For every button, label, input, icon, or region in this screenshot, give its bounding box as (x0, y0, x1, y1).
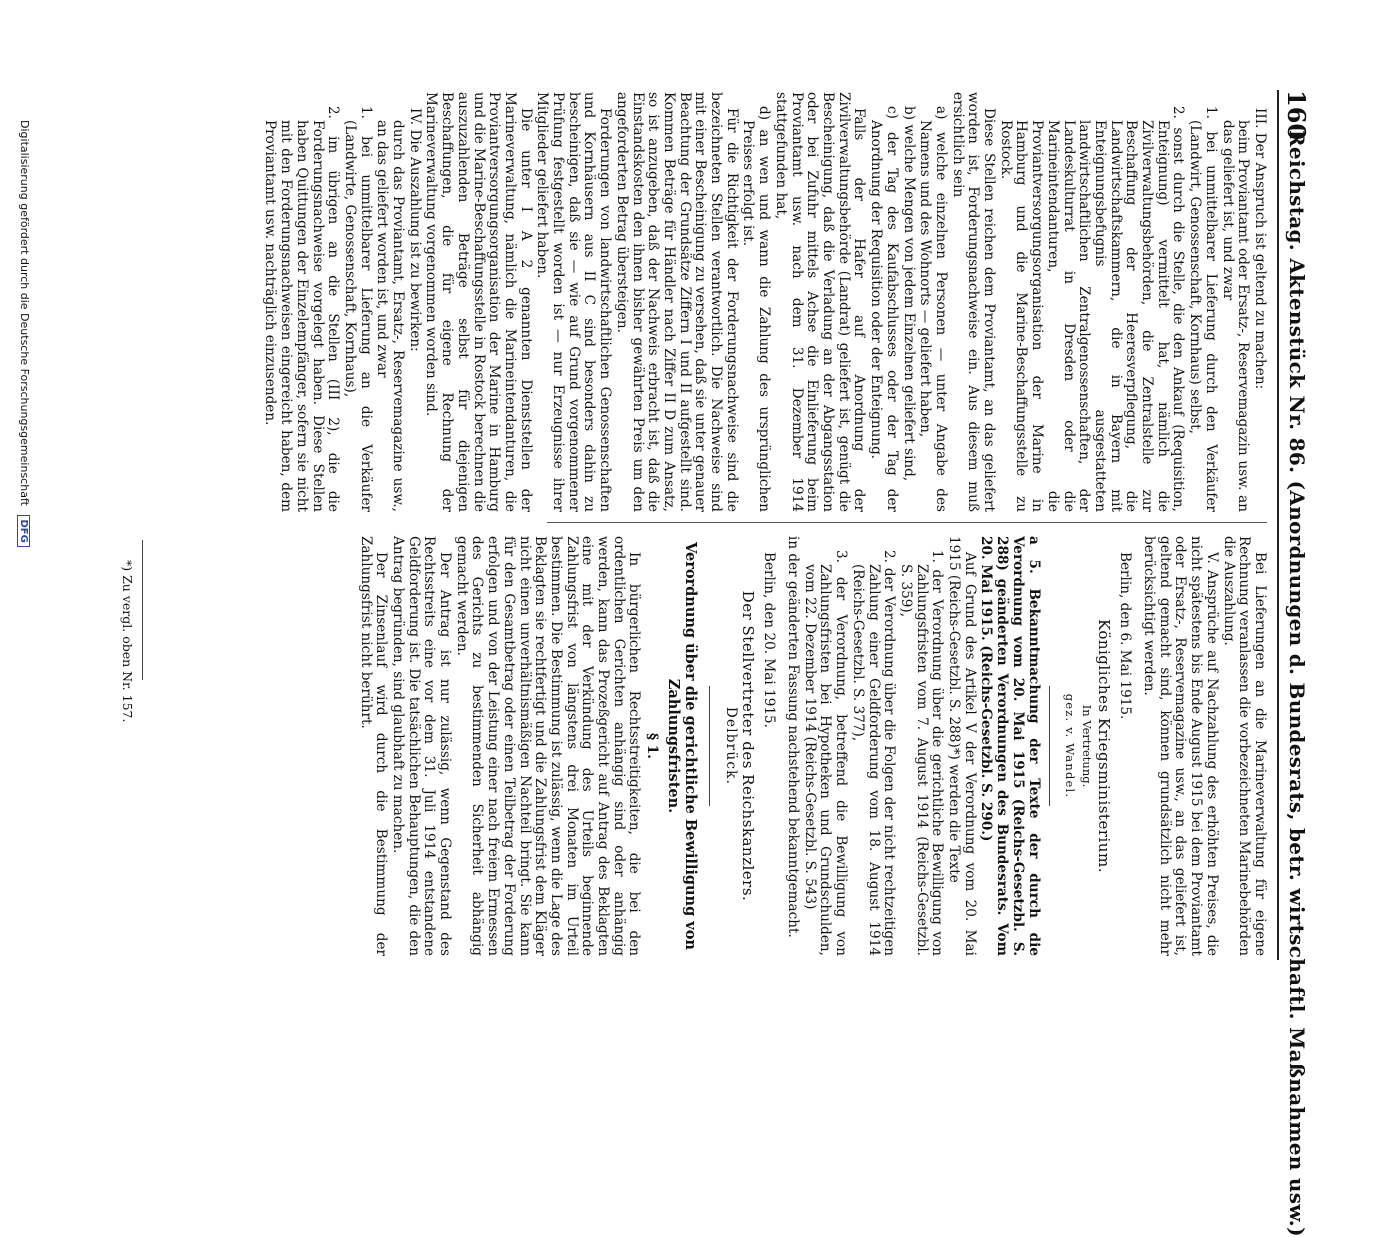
page-number: 160 (1282, 90, 1311, 141)
section-paragraph: In bürgerlichen Rechtsstreitigkeiten, die bei den ordentlichen Gerichten anhängig sind oder anhängig werden, kann das Prozeßgericht auf Antrag des Beklagten eine mit der Verkündung des Urteils beginnende Zahlungsfrist von längstens drei Monaten im Urteil bestimmen. Die Bestimmung ist zulässig, wenn die Lage des Beklagten sie rechtfertigt und die Zahlungsfrist dem Kläger nicht einen unverhältnismäßigen Nachteil bringt. Sie kann für den Gesamtbetrag oder einen Teilbetrag der Forderung erfolgen und von der Leistung einer nach freiem Ermessen des Gerichts zu bestimmenden Sicherheit abhängig gemacht werden. (453, 536, 643, 956)
page-header (1277, 90, 1313, 1237)
ministry-representation: In Vertretung. (1079, 704, 1094, 788)
paragraph: b) welche Mengen von jedem Einzelnen geliefert sind, (900, 106, 917, 482)
section-heading: § 1. (644, 732, 661, 760)
paragraph: Die unter I A 2 genannten Dienststellen der Marineverwaltung, nämlich die Marineintendanturen, die Proviantversorgungsorganisation der Marine in Hamburg und die Marine-Beschaffungsstelle in Rostock berechnen die auszuzahlenden Beträge selbst für diejenigen Beschaffungen, die für eigene Rechnung der Marineverwaltung vorgenommen worden sind. (423, 92, 534, 512)
ministry-signature: gez. v. Wandel. (1063, 693, 1078, 799)
paragraph: V. Ansprüche auf Nachzahlung des erhöhten Preises, die nicht spätestens bis Ende August 1915 bei dem Proviantamt oder Ersatz-, Reservemagazine usw., an das geliefert ist, geltend gemacht sind, können grundsätzlich nicht mehr berücksichtigt werden. (1141, 536, 1220, 956)
paragraph: 1. bei unmittelbarer Lieferung an die Verkäufer (Landwirte, Genossenschaft, Kornhaus), (341, 106, 374, 512)
paragraph: Für die Richtigkeit der Forderungsnachweise sind die bezeichneten Stellen verantwortlich. Die Nachweise sind mit einer Bescheinigung zu versehen, daß sie unter genauer Beachtung der Grundsätze Ziffern I und II aufgestellt sind. Kommen Beträge für Händler nach Ziffer II D zum Ansatz, so ist anzugeben, daß der Nachweis erbracht ist, daß die Einstandskosten den ihnen bisher gewährten Preis um den angeforderten Betrag übersteigen. (613, 92, 740, 512)
chancellor-date: Berlin, den 20. Mai 1915. (761, 552, 778, 728)
announcement-outro: in der geänderten Fassung nachstehend bekanntgemacht. (785, 536, 802, 938)
announcement-heading: a 5. Bekanntmachung der Texte der durch die Verordnung vom 20. Mai 1915 (Reichs-Gesetzbl. S. 288) geänderten Verordnungen des Bundesrats. Vom 20. Mai 1915. (Reichs-Gesetzbl. S. 290.) (978, 536, 1042, 956)
chancellor-name: Delbrück. (722, 706, 739, 786)
announcement-item: 3. der Verordnung, betreffend die Bewilligung von Zahlungsfristen bei Hypotheken und Grundschulden, vom 22. Dezember 1914 (Reichs-Gesetzbl. S. 543) (801, 550, 850, 956)
announcement-intro: Auf Grund des Artikel V der Verordnung vom 20. Mai 1915 (Reichs-Gesetzbl. S. 288)*) werden die Texte (946, 536, 978, 956)
ministry-date: Berlin, den 6. Mai 1915. (1117, 552, 1134, 720)
right-column (356, 536, 1267, 956)
decree-heading: Verordnung über die gerichtliche Bewilligung von Zahlungsfristen. (665, 542, 700, 950)
paragraph: durch das Proviantamt, Ersatz-, Reservemagazine usw., an das geliefert worden ist, und zwar (374, 120, 407, 512)
paragraph: c) der Tag des Kaufabschlusses oder der Tag der Anordnung der Requisition oder der Enteignung. (868, 106, 900, 512)
footnote-rule (142, 540, 143, 680)
paragraph: 2. sonst durch die Stelle, die den Ankauf (Requisition, Enteignung) vermittelt hat, nämlich die Zivilverwaltungsbehörden, die Zentralstelle zur Beschaffung der Heeresverpflegung, die Landwirtschaftskammern, die in Bayern mit Enteignungsbefugnis ausgestatteten landwirtschaftlichen Zentralgenossenschaften, der Landeskulturrat in Dresden oder die Marineintendanturen, die Proviantversorgungsorganisation der Marine in Hamburg und die Marine-Beschaffungsstelle zu Rostock. (997, 106, 1187, 512)
announcement-items (801, 536, 944, 956)
footnote: *) Zu vergl. oben Nr. 157. (120, 560, 135, 723)
announcement-item: 2. der Verordnung über die Folgen der nicht rechtzeitigen Zahlung einer Geldforderung vom 18. August 1914 (Reichs-Gesetzbl. S. 377), (849, 550, 898, 956)
paragraph: Diese Stellen reichen dem Proviantamt, an das geliefert worden ist, Forderungsnachweise ein. Aus diesem muß ersichtlich sein (949, 92, 998, 512)
credit-text: Digitalisierung gefördert durch die Deutsche Forschungsgemeinschaft (18, 120, 31, 506)
paragraph: III. Der Anspruch ist geltend zu machen: (1252, 108, 1268, 390)
dfg-logo: DFG (18, 515, 31, 546)
ministry-name: Königliches Kriegsministerium. (1094, 619, 1113, 873)
paragraph: 2. im übrigen an die Stellen (III 2), die die Forderungsnachweise vorgelegt haben. Diese Stellen haben Quittungen der Einzelempfänger, sofern sie nicht mit den Forderungsnachweisen eingereicht haben, dem Proviantamt usw. nachträglich einzusenden. (262, 106, 342, 512)
paragraph: Bei Lieferungen an die Marineverwaltung für eigene Rechnung veranlassen die vorbezeichneten Marinebehörden die Auszahlung. (1220, 536, 1268, 956)
separator-rule-2 (709, 686, 710, 806)
section-paragraph: Der Zinsenlauf wird durch die Bestimmung der Zahlungsfrist nicht berührt. (357, 536, 390, 956)
paragraph: a) welche einzelnen Personen — unter Angabe des Namens und des Wohnorts — geliefert haben, (917, 106, 949, 512)
paragraph: beim Proviantamt oder Ersatz-, Reservemagazin usw. an das geliefert ist, und zwar (1219, 120, 1252, 512)
paragraph: d) an wen und wann die Zahlung des ursprünglichen Preises erfolgt ist. (740, 106, 773, 512)
section-paragraphs (357, 536, 642, 956)
paragraph: Forderungen von landwirtschaftlichen Genossenschaften und Kornhäusern aus II C sind besonders dahin zu bescheinigen, daß sie — wie auf Grund vorgenommener Prüfung festgestellt worden ist — nur Erzeugnisse ihrer Mitglieder geliefert haben. (534, 92, 614, 512)
column-divider (547, 522, 1267, 523)
chancellor-title: Der Stellvertreter des Reichskanzlers. (738, 590, 757, 902)
right-top-paragraphs (1140, 536, 1267, 956)
section-paragraph: Der Antrag ist nur zulässig, wenn Gegenstand des Rechtsstreits eine vor dem 31. Juli 1914 entstandene Geldforderung ist. Die tatsächlichen Behauptungen, die den Antrag begründen, sind glaubhaft zu machen. (389, 536, 454, 956)
digitization-credit (18, 120, 32, 980)
paragraph: 1. bei unmittelbarer Lieferung durch den Verkäufer (Landwirt, Genossenschaft, Kornhaus) selbst, (1187, 106, 1219, 512)
paragraph: Falls der Hafer auf Anordnung der Zivilverwaltungsbehörde (Landrat) geliefert ist, genügt die Bescheinigung, daß die Verladung an der Abgangsstation oder bei Zufuhr mittels Achse die Einlieferung beim Proviantamt usw. nach dem 31. Dezember 1914 stattgefunden hat, (772, 92, 868, 512)
left-column (261, 92, 1267, 512)
running-title: Reichstag. Aktenstück Nr. 86. (Anordnungen d. Bundesrats, betr. wirtschaftl. Maßnahmen usw.) (1285, 130, 1309, 1237)
separator-rule (1049, 686, 1050, 806)
announcement-item: 1. der Verordnung über die gerichtliche Bewilligung von Zahlungsfristen vom 7. August 1914 (Reichs-Gesetzbl. S. 359), (897, 550, 946, 956)
paragraph: IV. Die Auszahlung ist zu bewirken: (406, 108, 423, 352)
